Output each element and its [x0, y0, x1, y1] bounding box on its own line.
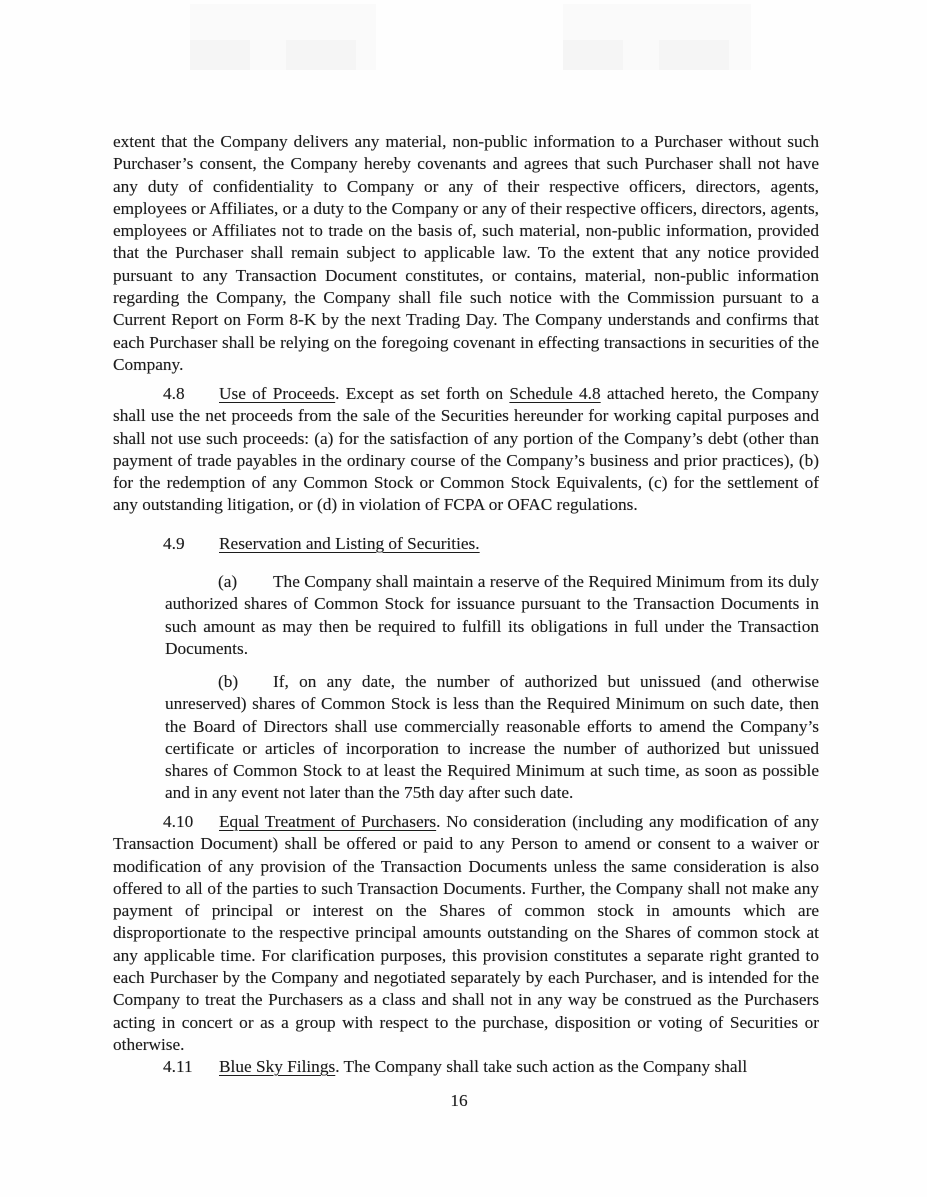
page-number: 16 [450, 1091, 468, 1110]
section-text: attached hereto, the Company shall use the net proceeds from the sale of the Securities hereunder for working capital purposes and shall not use such proceeds: (a) for the satisfaction of any portion of the Company’s debt (other than payment of trade payables in the ordinary course of the Company’s business and prior practices), (b) for the redemption of any Common Stock or Common Stock Equivalents, (c) for the settlement of any outstanding litigation, or (d) in violation of FCPA or OFAC regulations. [113, 384, 819, 515]
section-4-10-equal-treatment [113, 811, 819, 1056]
section-text: . The Company shall take such action as the Company shall [335, 1057, 748, 1076]
section-4-11-blue-sky-filings [113, 1056, 819, 1078]
schedule-reference: Schedule 4.8 [509, 384, 601, 403]
paragraph-continuation: extent that the Company delivers any material, non-public information to a Purchaser without such Purchaser’s consent, the Company hereby covenants and agrees that such Purchaser shall not have any duty of confidentiality to Company or any of their respective officers, directors, agents, employees or Affiliates, or a duty to the Company or any of their respective officers, directors, agents, employees or Affiliates not to trade on the basis of, such material, non-public information, provided that the Purchaser shall remain subject to applicable law. To the extent that any notice provided pursuant to any Transaction Document constitutes, or contains, material, non-public information regarding the Company, the Company shall file such notice with the Commission pursuant to a Current Report on Form 8-K by the next Trading Day. The Company understands and confirms that each Purchaser shall be relying on the foregoing covenant in effecting transactions in securities of the Company. [113, 132, 819, 374]
section-title: Equal Treatment of Purchasers [219, 812, 437, 831]
scan-artifact-block [190, 40, 250, 70]
subsection-b [165, 671, 819, 805]
scan-artifact [563, 4, 751, 70]
subsection-label: (a) [218, 572, 238, 591]
subsection-a [165, 571, 819, 660]
section-number: 4.9 [163, 534, 185, 553]
section-4-8-use-of-proceeds [113, 383, 819, 517]
subsection-label: (b) [218, 672, 239, 691]
scan-artifact-block [659, 40, 729, 70]
scan-artifact [190, 4, 376, 70]
section-title: Use of Proceeds [219, 384, 336, 403]
subsection-text: The Company shall maintain a reserve of the Required Minimum from its duly authorized shares of Common Stock for issuance pursuant to the Transaction Documents in such amount as may then be required to fulfill its obligations in full under the Transaction Documents. [165, 572, 819, 658]
scan-artifact-block [286, 40, 356, 70]
section-text: . No consideration (including any modification of any Transaction Document) shall be offered or paid to any Person to amend or consent to a waiver or modification of any provision of the Transaction Documents unless the same consideration is also offered to all of the parties to such Transaction Documents. Further, the Company shall not make any payment of principal or interest on the Shares of common stock in amounts which are disproportionate to the respective principal amounts outstanding on the Shares of common stock at any applicable time. For clarification purposes, this provision constitutes a separate right granted to each Purchaser by the Company and negotiated separately by each Purchaser, and is intended for the Company to treat the Purchasers as a class and shall not in any way be construed as the Purchasers acting in concert or as a group with respect to the purchase, disposition or voting of Securities or otherwise. [113, 812, 819, 1054]
subsection-text: If, on any date, the number of authorized but unissued (and otherwise unreserved) shares of Common Stock is less than the Required Minimum on such date, then the Board of Directors shall use commercially reasonable efforts to amend the Company’s certificate or articles of incorporation to increase the number of authorized but unissued shares of Common Stock to at least the Required Minimum at such time, as soon as possible and in any event not later than the 75th day after such date. [165, 672, 819, 803]
section-title: Blue Sky Filings [219, 1057, 336, 1076]
section-title: Reservation and Listing of Securities. [219, 534, 480, 553]
section-number: 4.8 [163, 384, 185, 403]
section-number: 4.11 [163, 1057, 193, 1076]
section-4-9-reservation-and-listing [113, 533, 819, 555]
scan-artifact-block [563, 40, 623, 70]
section-text: . Except as set forth on [335, 384, 510, 403]
section-number: 4.10 [163, 812, 194, 831]
